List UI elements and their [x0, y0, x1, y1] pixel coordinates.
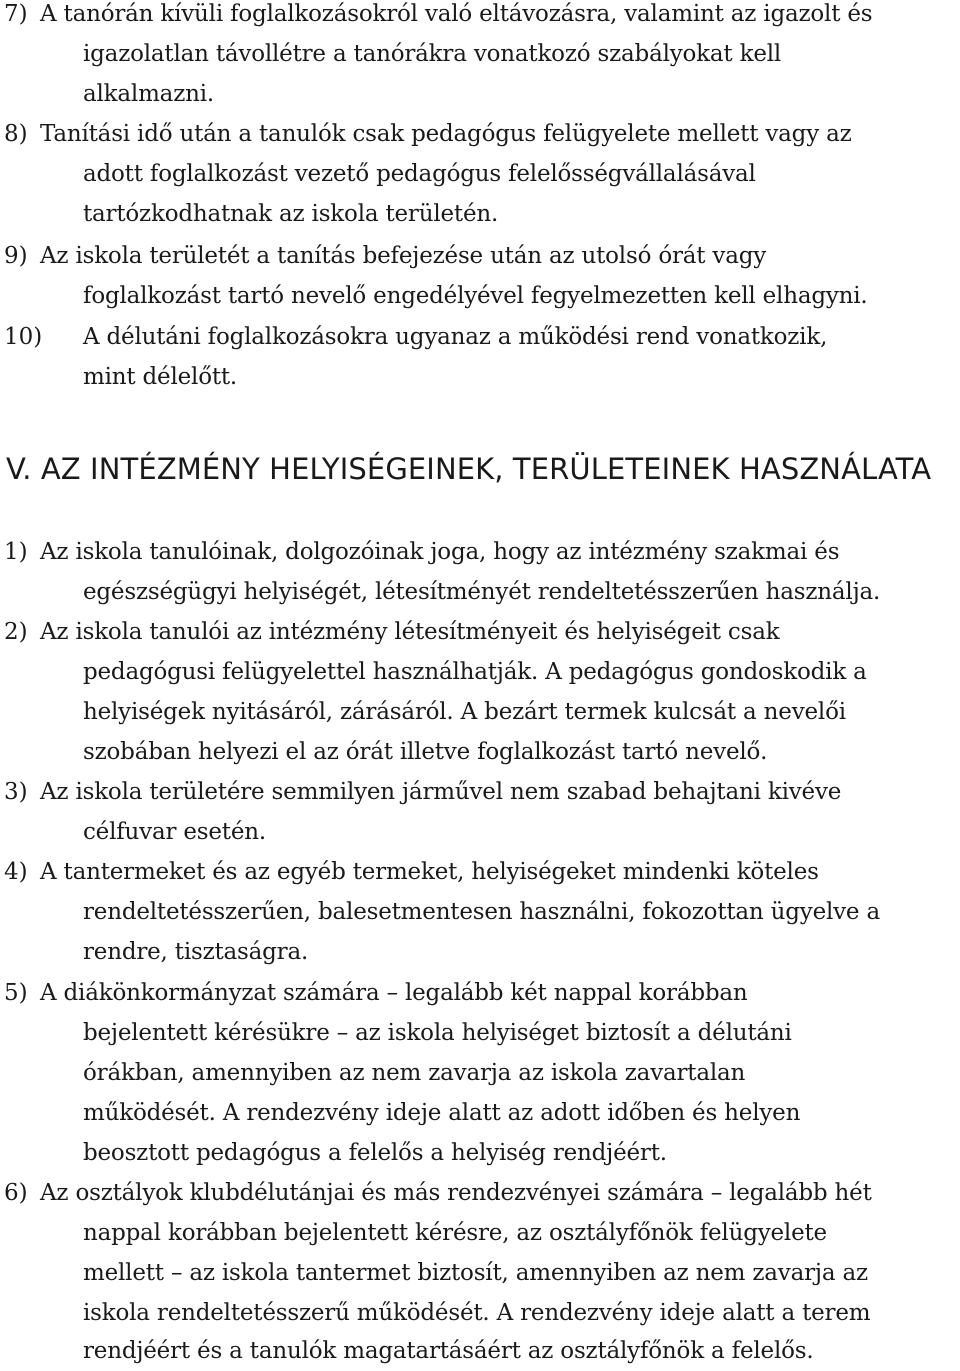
item-number: 2) — [4, 619, 28, 645]
item-text-line: A diákönkormányzat számára – legalább két nappal korábban — [40, 980, 748, 1006]
item-text-line: tartózkodhatnak az iskola területén. — [83, 201, 499, 227]
item-text-line: A tantermeket és az egyéb termeket, helyiségeket mindenki köteles — [40, 859, 819, 885]
item-text-line: A délutáni foglalkozásokra ugyanaz a működési rend vonatkozik, — [83, 324, 828, 350]
item-number: 5) — [4, 980, 28, 1006]
item-text-line: Az iskola tanulóinak, dolgozóinak joga, hogy az intézmény szakmai és — [40, 539, 840, 565]
item-text-line: nappal korábban bejelentett kérésre, az osztályfőnök felügyelete — [83, 1220, 827, 1246]
item-text-line: beosztott pedagógus a felelős a helyiség rendjéért. — [83, 1140, 667, 1166]
item-text-line: célfuvar esetén. — [83, 819, 266, 845]
item-number: 1) — [4, 539, 28, 565]
item-text-line: mint délelőtt. — [83, 364, 238, 390]
item-text-line: működését. A rendezvény ideje alatt az adott időben és helyen — [83, 1100, 801, 1126]
item-text-line: Az osztályok klubdélutánjai és más rendezvényei számára – legalább hét — [40, 1180, 872, 1206]
item-text-line: alkalmazni. — [83, 81, 214, 107]
item-number: 8) — [4, 121, 28, 147]
item-number: 10) — [4, 324, 43, 350]
item-text-line: órákban, amennyiben az nem zavarja az iskola zavartalan — [83, 1060, 746, 1086]
item-text-line: szobában helyezi el az órát illetve foglalkozást tartó nevelő. — [83, 739, 768, 765]
item-text-line: rendre, tisztaságra. — [83, 939, 309, 965]
item-number: 3) — [4, 779, 28, 805]
item-text-line: Az iskola területére semmilyen járművel nem szabad behajtani kivéve — [40, 779, 842, 805]
item-text-line: Tanítási idő után a tanulók csak pedagógus felügyelete mellett vagy az — [40, 121, 852, 147]
item-text-line: bejelentett kérésükre – az iskola helyiséget biztosít a délutáni — [83, 1020, 792, 1046]
item-number: 4) — [4, 859, 28, 885]
item-number: 6) — [4, 1180, 28, 1206]
item-text-line: mellett – az iskola tantermet biztosít, amennyiben az nem zavarja az — [83, 1260, 868, 1286]
item-text-line: helyiségek nyitásáról, zárásáról. A bezárt termek kulcsát a nevelői — [83, 699, 846, 725]
item-text-line: Az iskola tanulói az intézmény létesítményeit és helyiségeit csak — [40, 619, 780, 645]
item-text-line: rendeltetésszerűen, balesetmentesen használni, fokozottan ügyelve a — [83, 899, 880, 925]
item-text-line: igazolatlan távollétre a tanórákra vonatkozó szabályokat kell — [83, 41, 782, 67]
item-text-line: egészségügyi helyiségét, létesítményét rendeltetésszerűen használja. — [83, 579, 881, 605]
item-number: 9) — [4, 243, 28, 269]
item-text-line: adott foglalkozást vezető pedagógus felelősségvállalásával — [83, 161, 756, 187]
section-heading: V. AZ INTÉZMÉNY HELYISÉGEINEK, TERÜLETEINEK HASZNÁLATA — [6, 452, 932, 486]
item-text-line: Az iskola területét a tanítás befejezése után az utolsó órát vagy — [40, 243, 767, 269]
item-text-line: foglalkozást tartó nevelő engedélyével fegyelmezetten kell elhagyni. — [83, 283, 868, 309]
item-text-line: A tanórán kívüli foglalkozásokról való eltávozásra, valamint az igazolt és — [40, 1, 873, 27]
item-text-line: pedagógusi felügyelettel használhatják. A pedagógus gondoskodik a — [83, 659, 867, 685]
item-text-line: iskola rendeltetésszerű működését. A rendezvény ideje alatt a terem — [83, 1300, 871, 1326]
item-number: 7) — [4, 1, 28, 27]
item-text-line: rendjéért és a tanulók magatartásáért az osztályfőnök a felelős. — [83, 1338, 814, 1364]
